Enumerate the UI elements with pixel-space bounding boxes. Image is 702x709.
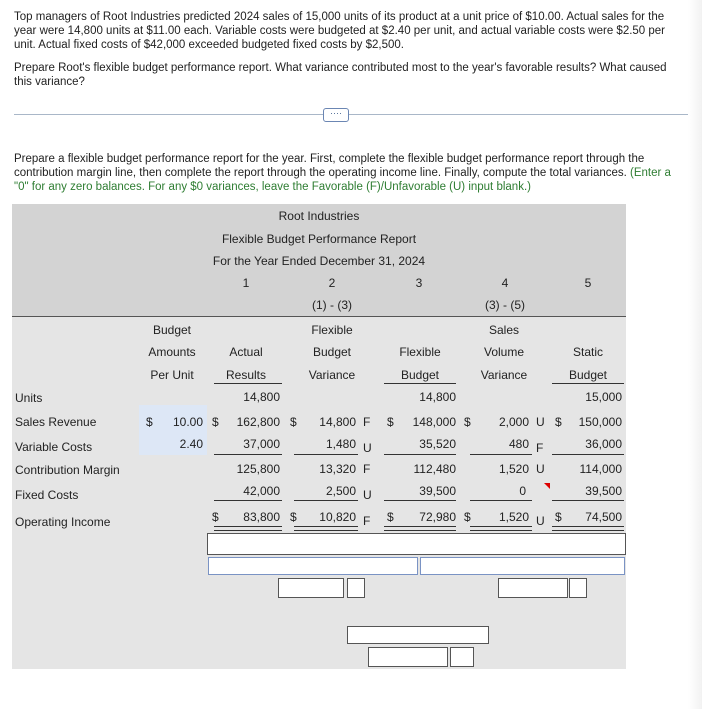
dollar-sign: $	[290, 415, 297, 429]
varcost-sales-var[interactable]: 480	[508, 437, 529, 451]
varcost-flex[interactable]: 35,520	[419, 437, 456, 451]
variance-fu-input[interactable]	[569, 578, 587, 598]
sales-per-unit[interactable]: 10.00	[172, 415, 203, 429]
dollar-sign: $	[212, 415, 219, 429]
row-label-oi: Operating Income	[15, 515, 111, 529]
total-double-line	[384, 526, 456, 531]
dollar-sign: $	[387, 415, 394, 429]
total-double-line	[470, 526, 532, 531]
hdr-flexvar-2: Budget	[312, 345, 352, 359]
varcost-flex-var-fu[interactable]: U	[363, 441, 372, 455]
header-divider	[12, 316, 626, 317]
variance-amount-input[interactable]	[278, 578, 344, 598]
oi-flex[interactable]: 72,980	[419, 510, 456, 524]
hdr-flexvar-3: Variance	[308, 368, 356, 382]
sales-flex-var-fu[interactable]: F	[363, 415, 371, 429]
variance-fu-input[interactable]	[347, 578, 365, 598]
subtotal-line	[470, 500, 532, 501]
hdr-static-2: Budget	[568, 368, 608, 382]
dollar-sign: $	[212, 510, 219, 524]
total-double-line	[294, 526, 358, 531]
report-period: For the Year Ended December 31, 2024	[212, 254, 426, 268]
varcost-actual[interactable]: 37,000	[243, 437, 280, 451]
varcost-flex-var[interactable]: 1,480	[325, 437, 356, 451]
oi-static[interactable]: 74,500	[585, 510, 622, 524]
varcost-sales-var-fu[interactable]: F	[536, 441, 544, 455]
cm-sales-var[interactable]: 1,520	[498, 462, 529, 476]
dollar-sign: $	[464, 415, 471, 429]
cm-sales-var-fu[interactable]: U	[536, 462, 545, 476]
fixed-actual[interactable]: 42,000	[243, 484, 280, 498]
row-label-units: Units	[15, 391, 43, 405]
answer-input-left[interactable]	[208, 557, 418, 575]
report-company: Root Industries	[278, 209, 360, 223]
subtotal-line	[470, 454, 532, 455]
answer-input-row[interactable]	[207, 533, 626, 555]
hdr-salesvar-1: Sales	[488, 323, 520, 337]
dollar-sign: $	[555, 510, 562, 524]
sales-actual[interactable]: 162,800	[236, 415, 280, 429]
oi-flex-var[interactable]: 10,820	[319, 510, 356, 524]
total-label-input[interactable]	[347, 626, 489, 644]
question-paragraph-2: Prepare Root's flexible budget performance report. What variance contributed most to the year's favorable results? What caused this variance?	[14, 62, 667, 88]
row-label-fixed: Fixed Costs	[15, 488, 79, 502]
fixed-flex-var[interactable]: 2,500	[325, 484, 356, 498]
hdr-underline-static	[552, 383, 624, 384]
hdr-flex-2: Budget	[400, 368, 440, 382]
cm-actual[interactable]: 125,800	[236, 462, 280, 476]
col-number-1: 1	[242, 276, 250, 290]
sales-static[interactable]: 150,000	[578, 415, 622, 429]
col-number-3: 3	[415, 276, 423, 290]
comment-indicator-icon[interactable]	[544, 483, 550, 489]
variance-amount-input[interactable]	[498, 578, 568, 598]
row-label-sales: Sales Revenue	[15, 415, 97, 429]
col-number-2: 2	[328, 276, 336, 290]
fixed-flex-var-fu[interactable]: U	[363, 488, 372, 502]
col-number-4: 4	[501, 276, 509, 290]
scroll-edge	[688, 0, 702, 709]
section-divider	[14, 114, 688, 115]
instruction-hint: (Enter a "0" for any zero balances. For any $0 variances, leave the Favorable (F)/Unfavorable (U) input blank.)	[14, 167, 671, 193]
hdr-salesvar-3: Variance	[480, 368, 528, 382]
dollar-sign: $	[146, 415, 153, 429]
subtotal-line	[294, 500, 358, 501]
units-actual[interactable]: 14,800	[243, 390, 280, 404]
cm-flex[interactable]: 112,480	[413, 462, 456, 476]
dollar-sign: $	[464, 510, 471, 524]
fixed-sales-var[interactable]: 0	[519, 484, 526, 498]
hdr-underline-flex	[384, 383, 456, 384]
col-number-5: 5	[584, 276, 592, 290]
oi-sales-var[interactable]: 1,520	[498, 510, 529, 524]
varcost-static[interactable]: 36,000	[585, 437, 622, 451]
hdr-flexvar-1: Flexible	[311, 323, 353, 337]
row-label-cm: Contribution Margin	[15, 463, 120, 477]
subtotal-line	[384, 500, 456, 501]
cm-flex-var-fu[interactable]: F	[363, 462, 371, 476]
sales-sales-var[interactable]: 2,000	[498, 415, 529, 429]
hdr-flex-1: Flexible	[399, 345, 441, 359]
subtotal-line	[294, 454, 358, 455]
cm-flex-var[interactable]: 13,320	[319, 462, 356, 476]
oi-actual[interactable]: 83,800	[243, 510, 280, 524]
expand-more-button[interactable]: ····	[323, 108, 349, 122]
dollar-sign: $	[290, 510, 297, 524]
subtotal-line	[552, 500, 624, 501]
total-variance-input[interactable]	[368, 647, 448, 667]
col-formula-4: (3) - (5)	[485, 298, 525, 312]
subtotal-line	[214, 454, 282, 455]
col-formula-2: (1) - (3)	[312, 298, 352, 312]
dollar-sign: $	[555, 415, 562, 429]
question-paragraph-1: Top managers of Root Industries predicted 2024 sales of 15,000 units of its product at a unit price of $10.00. Actual sales for the year were 14,800 units at $11.00 each. Variable costs were budgeted at $2.40 per unit, and actual variable costs were $2.50 per unit. Actual fixed costs of $42,000 exceeded budgeted fixed costs by $2,500.	[14, 11, 666, 51]
subtotal-line	[214, 500, 282, 501]
sales-flex-var[interactable]: 14,800	[319, 415, 356, 429]
varcost-per-unit[interactable]: 2.40	[179, 437, 203, 451]
hdr-salesvar-2: Volume	[483, 345, 525, 359]
instruction-main: Prepare a flexible budget performance report for the year. First, complete the flexible budget performance report through the contribution margin line, then complete the report through the operating income line. Finally, compute the total variances.	[14, 153, 645, 179]
fixed-static[interactable]: 39,500	[585, 484, 622, 498]
dollar-sign: $	[387, 510, 394, 524]
hdr-budget-1: Budget	[152, 323, 192, 337]
hdr-static-1: Static	[572, 345, 603, 359]
units-flex[interactable]: 14,800	[419, 390, 456, 404]
hdr-underline-actual	[214, 383, 282, 384]
subtotal-line	[384, 454, 456, 455]
report-title: Flexible Budget Performance Report	[221, 232, 417, 246]
sales-flex[interactable]: 148,000	[412, 415, 456, 429]
answer-input-right[interactable]	[420, 557, 625, 575]
hdr-budget-2: Amounts	[148, 345, 196, 359]
total-double-line	[214, 526, 282, 531]
sales-sales-var-fu[interactable]: U	[536, 415, 545, 429]
oi-sales-var-fu[interactable]: U	[536, 514, 545, 528]
total-variance-fu-input[interactable]	[450, 647, 474, 667]
fixed-flex[interactable]: 39,500	[419, 484, 456, 498]
total-double-line	[552, 526, 624, 531]
subtotal-line	[552, 454, 624, 455]
hdr-budget-3: Per Unit	[150, 368, 194, 382]
row-label-varcost: Variable Costs	[15, 440, 93, 454]
instruction-text	[14, 152, 686, 194]
hdr-actual-1: Actual	[229, 345, 263, 359]
oi-flex-var-fu[interactable]: F	[363, 514, 371, 528]
units-static[interactable]: 15,000	[585, 390, 622, 404]
hdr-actual-2: Results	[225, 368, 266, 382]
cm-static[interactable]: 114,000	[579, 462, 622, 476]
